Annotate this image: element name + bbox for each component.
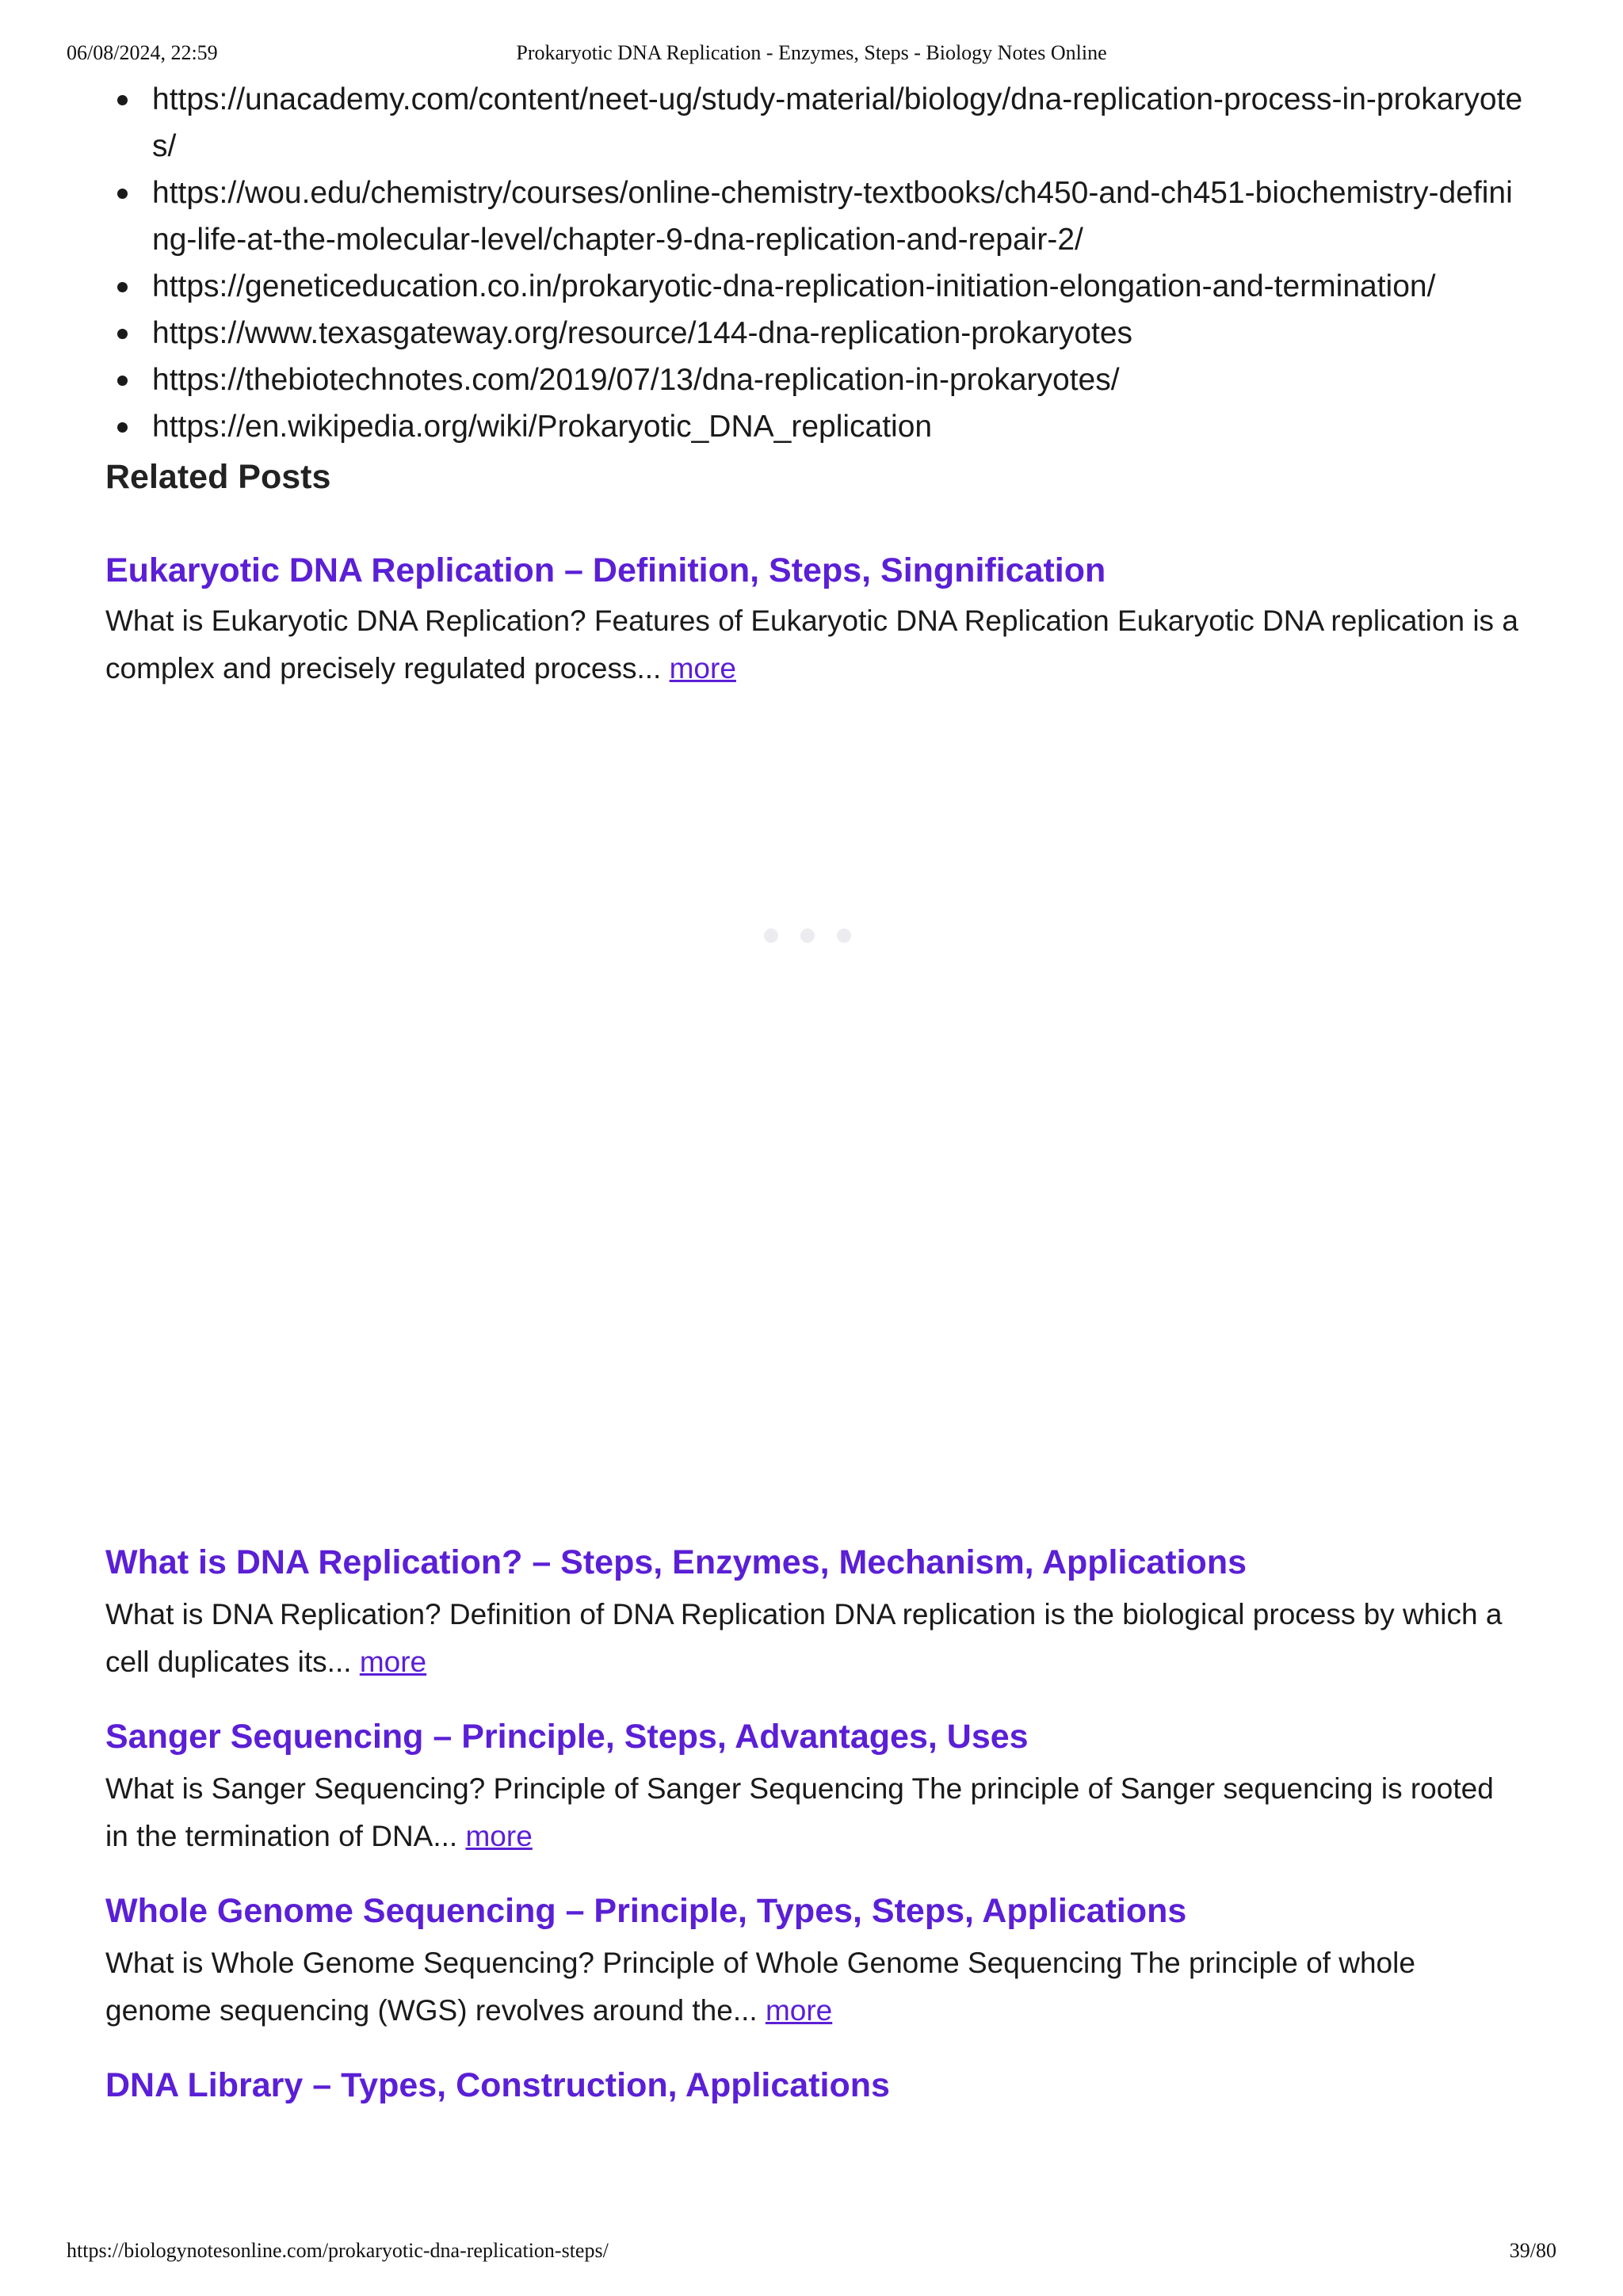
related-post-title[interactable]: Eukaryotic DNA Replication – Definition, Steps, Singnification	[105, 551, 1106, 589]
related-post	[105, 548, 1524, 692]
related-post-title[interactable]: Sanger Sequencing – Principle, Steps, Advantages, Uses	[105, 1718, 1029, 1756]
related-post	[105, 1714, 1524, 1860]
print-url: https://biologynotesonline.com/prokaryotic-dna-replication-steps/	[67, 2239, 609, 2262]
related-posts-heading: Related Posts	[105, 458, 331, 496]
reference-list	[105, 76, 1524, 450]
related-post-excerpt	[105, 1765, 1524, 1860]
related-post	[105, 1889, 1524, 2035]
read-more-link[interactable]: more	[765, 1994, 833, 2027]
related-post-excerpt-text: What is Eukaryotic DNA Replication? Features of Eukaryotic DNA Replication Eukaryotic DNA replication is a complex and precisely regulated process...	[105, 605, 1518, 685]
related-posts-lower	[105, 1540, 1524, 2107]
reference-item[interactable]: https://thebiotechnotes.com/2019/07/13/dna-replication-in-prokaryotes/	[105, 357, 1524, 403]
reference-item[interactable]: https://geneticeducation.co.in/prokaryotic-dna-replication-initiation-elongation-and-termination/	[105, 263, 1524, 310]
article-content	[105, 76, 1524, 692]
print-footer	[67, 2239, 1556, 2266]
page-number: 39/80	[1509, 2239, 1556, 2262]
related-post-excerpt	[105, 1591, 1524, 1686]
reference-item[interactable]: https://en.wikipedia.org/wiki/Prokaryotic_DNA_replication	[105, 403, 1524, 450]
read-more-link[interactable]: more	[465, 1820, 533, 1852]
related-post-excerpt-text: What is DNA Replication? Definition of DNA Replication DNA replication is the biological process by which a cell duplicates its...	[105, 1598, 1503, 1678]
reference-item[interactable]: https://unacademy.com/content/neet-ug/study-material/biology/dna-replication-process-in-prokaryotes/	[105, 76, 1524, 170]
related-post-title[interactable]: What is DNA Replication? – Steps, Enzymes, Mechanism, Applications	[105, 1543, 1247, 1581]
reference-item[interactable]: https://www.texasgateway.org/resource/144-dna-replication-prokaryotes	[105, 310, 1524, 357]
print-page-title: Prokaryotic DNA Replication - Enzymes, Steps - Biology Notes Online	[516, 41, 1107, 64]
print-datetime: 06/08/2024, 22:59	[67, 41, 218, 64]
read-more-link[interactable]: more	[669, 652, 736, 685]
related-post-excerpt	[105, 1939, 1524, 2035]
related-post-excerpt-text: What is Sanger Sequencing? Principle of Sanger Sequencing The principle of Sanger sequencing is rooted in the termination of DNA...	[105, 1772, 1494, 1852]
print-header	[67, 41, 1556, 68]
related-post-excerpt	[105, 597, 1524, 692]
related-post-title[interactable]: DNA Library – Types, Construction, Applications	[105, 2066, 890, 2104]
related-post	[105, 2063, 1524, 2107]
loading-dots-icon	[764, 929, 867, 944]
related-post-title[interactable]: Whole Genome Sequencing – Principle, Types, Steps, Applications	[105, 1892, 1187, 1930]
related-post	[105, 1540, 1524, 1686]
reference-item[interactable]: https://wou.edu/chemistry/courses/online-chemistry-textbooks/ch450-and-ch451-biochemistry-defining-life-at-the-molecular-level/chapter-9-dna-replication-and-repair-2/	[105, 170, 1524, 263]
related-post-excerpt-text: What is Whole Genome Sequencing? Principle of Whole Genome Sequencing The principle of whole genome sequencing (WGS) revolves around the...	[105, 1947, 1415, 2027]
ad-placeholder	[105, 697, 1524, 1489]
read-more-link[interactable]: more	[359, 1646, 427, 1678]
